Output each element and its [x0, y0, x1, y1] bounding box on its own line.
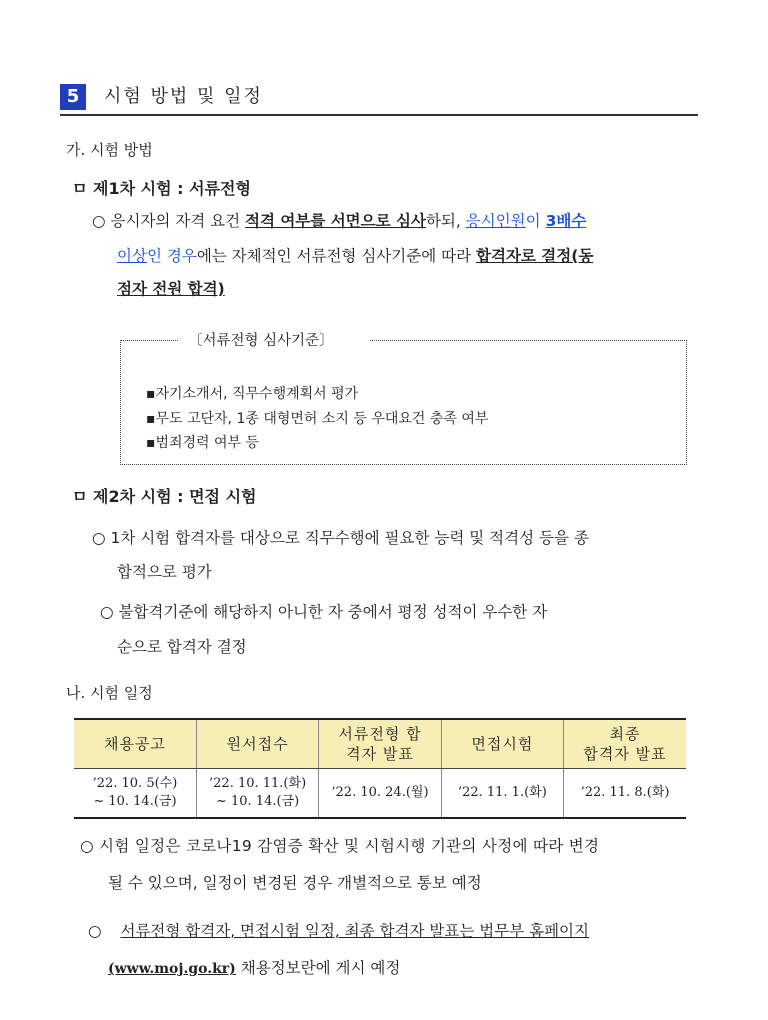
note-1-line-2: 될 수 있으며, 일정이 변경된 경우 개별적으로 통보 예정 — [108, 874, 482, 892]
bullet-circle: ○ — [92, 212, 106, 230]
text: 이 — [525, 212, 546, 230]
text: 인 경우 — [146, 247, 197, 265]
note-2-line-2 — [108, 957, 400, 980]
bullet-circle: ○ — [88, 922, 102, 940]
schedule-heading: 나. 시험 일정 — [66, 684, 153, 702]
first-exam-title: ㅁ 제1차 시험 : 서류전형 — [72, 179, 251, 198]
emphasis-text: 합격자로 결정(동 — [476, 247, 594, 265]
text: 하되, — [425, 212, 466, 230]
second-exam-bullet-1-line-1: ○ 1차 시험 합격자를 대상으로 직무수행에 필요한 능력 및 적격성 등을 종 — [92, 529, 589, 547]
method-heading: 가. 시험 방법 — [66, 141, 153, 159]
criteria-item: ▪무도 고단자, 1종 대형면허 소지 등 우대요건 충족 여부 — [146, 411, 489, 427]
section-title: 시험 방법 및 일정 — [104, 86, 263, 107]
first-exam-line-2 — [117, 245, 593, 267]
text: 에는 자체적인 서류전형 심사기준에 따라 — [196, 247, 476, 265]
second-exam-bullet-2-line-1: ○ 불합격기준에 해당하지 아니한 자 중에서 평정 성적이 우수한 자 — [100, 603, 548, 621]
table-row — [74, 769, 686, 819]
criteria-item: ▪범죄경력 여부 등 — [146, 435, 260, 451]
column-header: 면접시험 — [441, 719, 563, 769]
section-number-badge: 5 — [60, 84, 86, 110]
emphasis-text: 적격 여부를 서면으로 심사 — [245, 212, 426, 230]
column-header: 최종 합격자 발표 — [564, 719, 686, 769]
first-exam-line-3: 점자 전원 합격) — [117, 280, 225, 298]
note-2-line-1 — [88, 920, 589, 942]
criteria-box-border — [370, 340, 685, 341]
table-cell: ’22. 10. 11.(화) ~ 10. 14.(금) — [196, 769, 318, 819]
first-exam-line-1 — [92, 210, 586, 232]
note-1-line-1: ○ 시험 일정은 코로나19 감염증 확산 및 시험시행 기관의 사정에 따라 변경 — [80, 837, 600, 855]
column-header: 원서접수 — [196, 719, 318, 769]
note-2-text: 서류전형 합격자, 면접시험 일정, 최종 합격자 발표는 법무부 홈페이지 — [120, 922, 589, 940]
column-header: 채용공고 — [74, 719, 196, 769]
text: 채용정보란에 게시 예정 — [235, 959, 401, 977]
column-header: 서류전형 합 격자 발표 — [319, 719, 441, 769]
table-cell: ’22. 11. 8.(화) — [564, 769, 686, 819]
second-exam-title: ㅁ 제2차 시험 : 면접 시험 — [72, 487, 257, 506]
criteria-item: ▪자기소개서, 직무수행계획서 평가 — [146, 386, 359, 402]
section-divider — [60, 114, 698, 116]
homepage-link[interactable]: (www.moj.go.kr) — [108, 961, 236, 977]
table-cell: ’22. 10. 5(수) ~ 10. 14.(금) — [74, 769, 196, 819]
criteria-label: 〔서류전형 심사기준〕 — [184, 329, 338, 350]
text: 응시자의 자격 요건 — [110, 212, 246, 230]
emphasis-blue: 이상 — [117, 247, 147, 265]
criteria-box-border — [120, 340, 178, 341]
schedule-table — [74, 718, 686, 819]
table-header-row — [74, 719, 686, 769]
second-exam-bullet-2-line-2: 순으로 합격자 결정 — [117, 638, 247, 656]
table-cell: ’22. 10. 24.(월) — [319, 769, 441, 819]
emphasis-blue-bold: 3배수 — [545, 212, 587, 230]
second-exam-bullet-1-line-2: 합적으로 평가 — [117, 563, 212, 581]
emphasis-blue: 응시인원 — [465, 212, 526, 230]
table-cell: ’22. 11. 1.(화) — [441, 769, 563, 819]
